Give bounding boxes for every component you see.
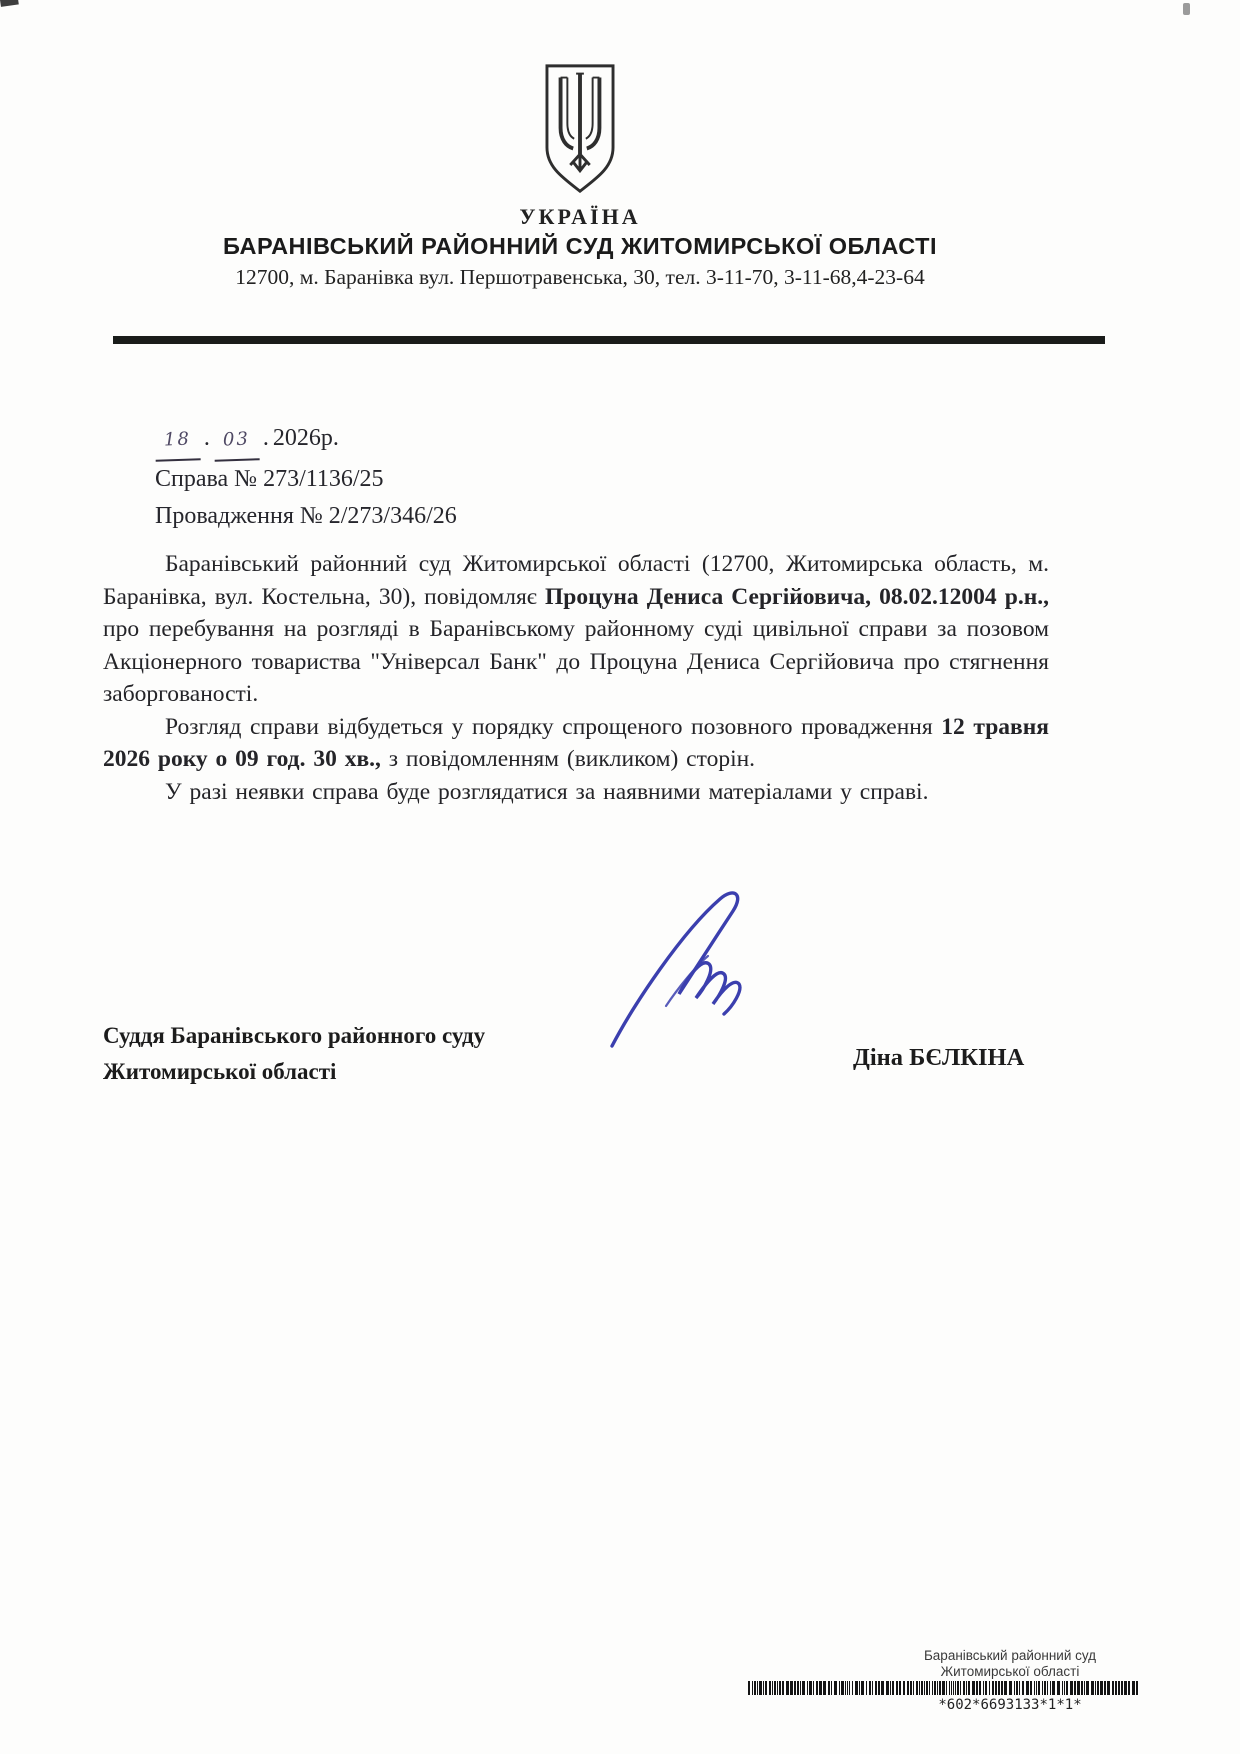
court-name: БАРАНІВСЬКИЙ РАЙОННИЙ СУД ЖИТОМИРСЬКОЇ ОБЛАСТІ xyxy=(223,233,937,259)
footer-court-line2: Житомирської області xyxy=(940,1663,1080,1679)
country-name: УКРАЇНА xyxy=(519,204,641,229)
judge-title-line1: Суддя Баранівського районного суду xyxy=(103,1023,486,1048)
court-address: 12700, м. Баранівка вул. Першотравенська, 30, тел. 3-11-70, 3-11-68,4-23-64 xyxy=(235,265,925,289)
body-paragraph: У разі неявки справа буде розглядатися за наявними матеріалами у справі. xyxy=(165,778,929,805)
handwritten-day: 18 xyxy=(154,420,200,462)
judge-title xyxy=(103,1018,485,1090)
ukraine-trident-coat-of-arms-icon xyxy=(539,62,621,198)
document-date xyxy=(155,420,457,461)
footer-court-label xyxy=(880,1648,1140,1679)
judge-title-line2: Житомирської області xyxy=(103,1059,337,1084)
barcode xyxy=(748,1681,1138,1695)
handwritten-month: 03 xyxy=(213,420,259,462)
case-number: Справа № 273/1136/25 xyxy=(155,466,384,492)
judge-signature-icon xyxy=(606,886,778,1054)
scan-artifact-top-left xyxy=(0,0,19,7)
document-meta xyxy=(155,420,457,535)
date-separator: . xyxy=(262,425,269,451)
barcode-value: *602*6693133*1*1* xyxy=(938,1697,1082,1713)
typed-year: 2026р. xyxy=(272,425,339,451)
date-separator: . xyxy=(203,425,210,451)
notice-body xyxy=(103,548,1049,808)
letterhead xyxy=(0,62,1160,290)
body-paragraph: Баранівський районний суд Житомирської області (12700, Житомирська область, м. Баранівка, вул. Костельна, 30), повідомляє Процуна Дениса Сергійовича, 08.02.12004 р.н., про перебування на розгляді в Баранівському районному суді цивільної справи за позовом Акціонерного товариства "Універсал Банк" до Процуна Дениса Сергійовича про стягнення заборгованості. xyxy=(103,551,1049,707)
header-divider xyxy=(113,336,1105,344)
proceeding-number: Провадження № 2/273/346/26 xyxy=(155,503,457,529)
judge-name: Діна БЄЛКІНА xyxy=(853,1044,1025,1071)
footer-court-line1: Баранівський районний суд xyxy=(923,1648,1097,1663)
body-paragraph: Розгляд справи відбудеться у порядку спрощеного позовного провадження 12 травня 2026 року о 09 год. 30 хв., з повідомленням (викликом) сторін. xyxy=(103,713,1049,772)
scan-artifact-top-right xyxy=(1183,3,1190,15)
